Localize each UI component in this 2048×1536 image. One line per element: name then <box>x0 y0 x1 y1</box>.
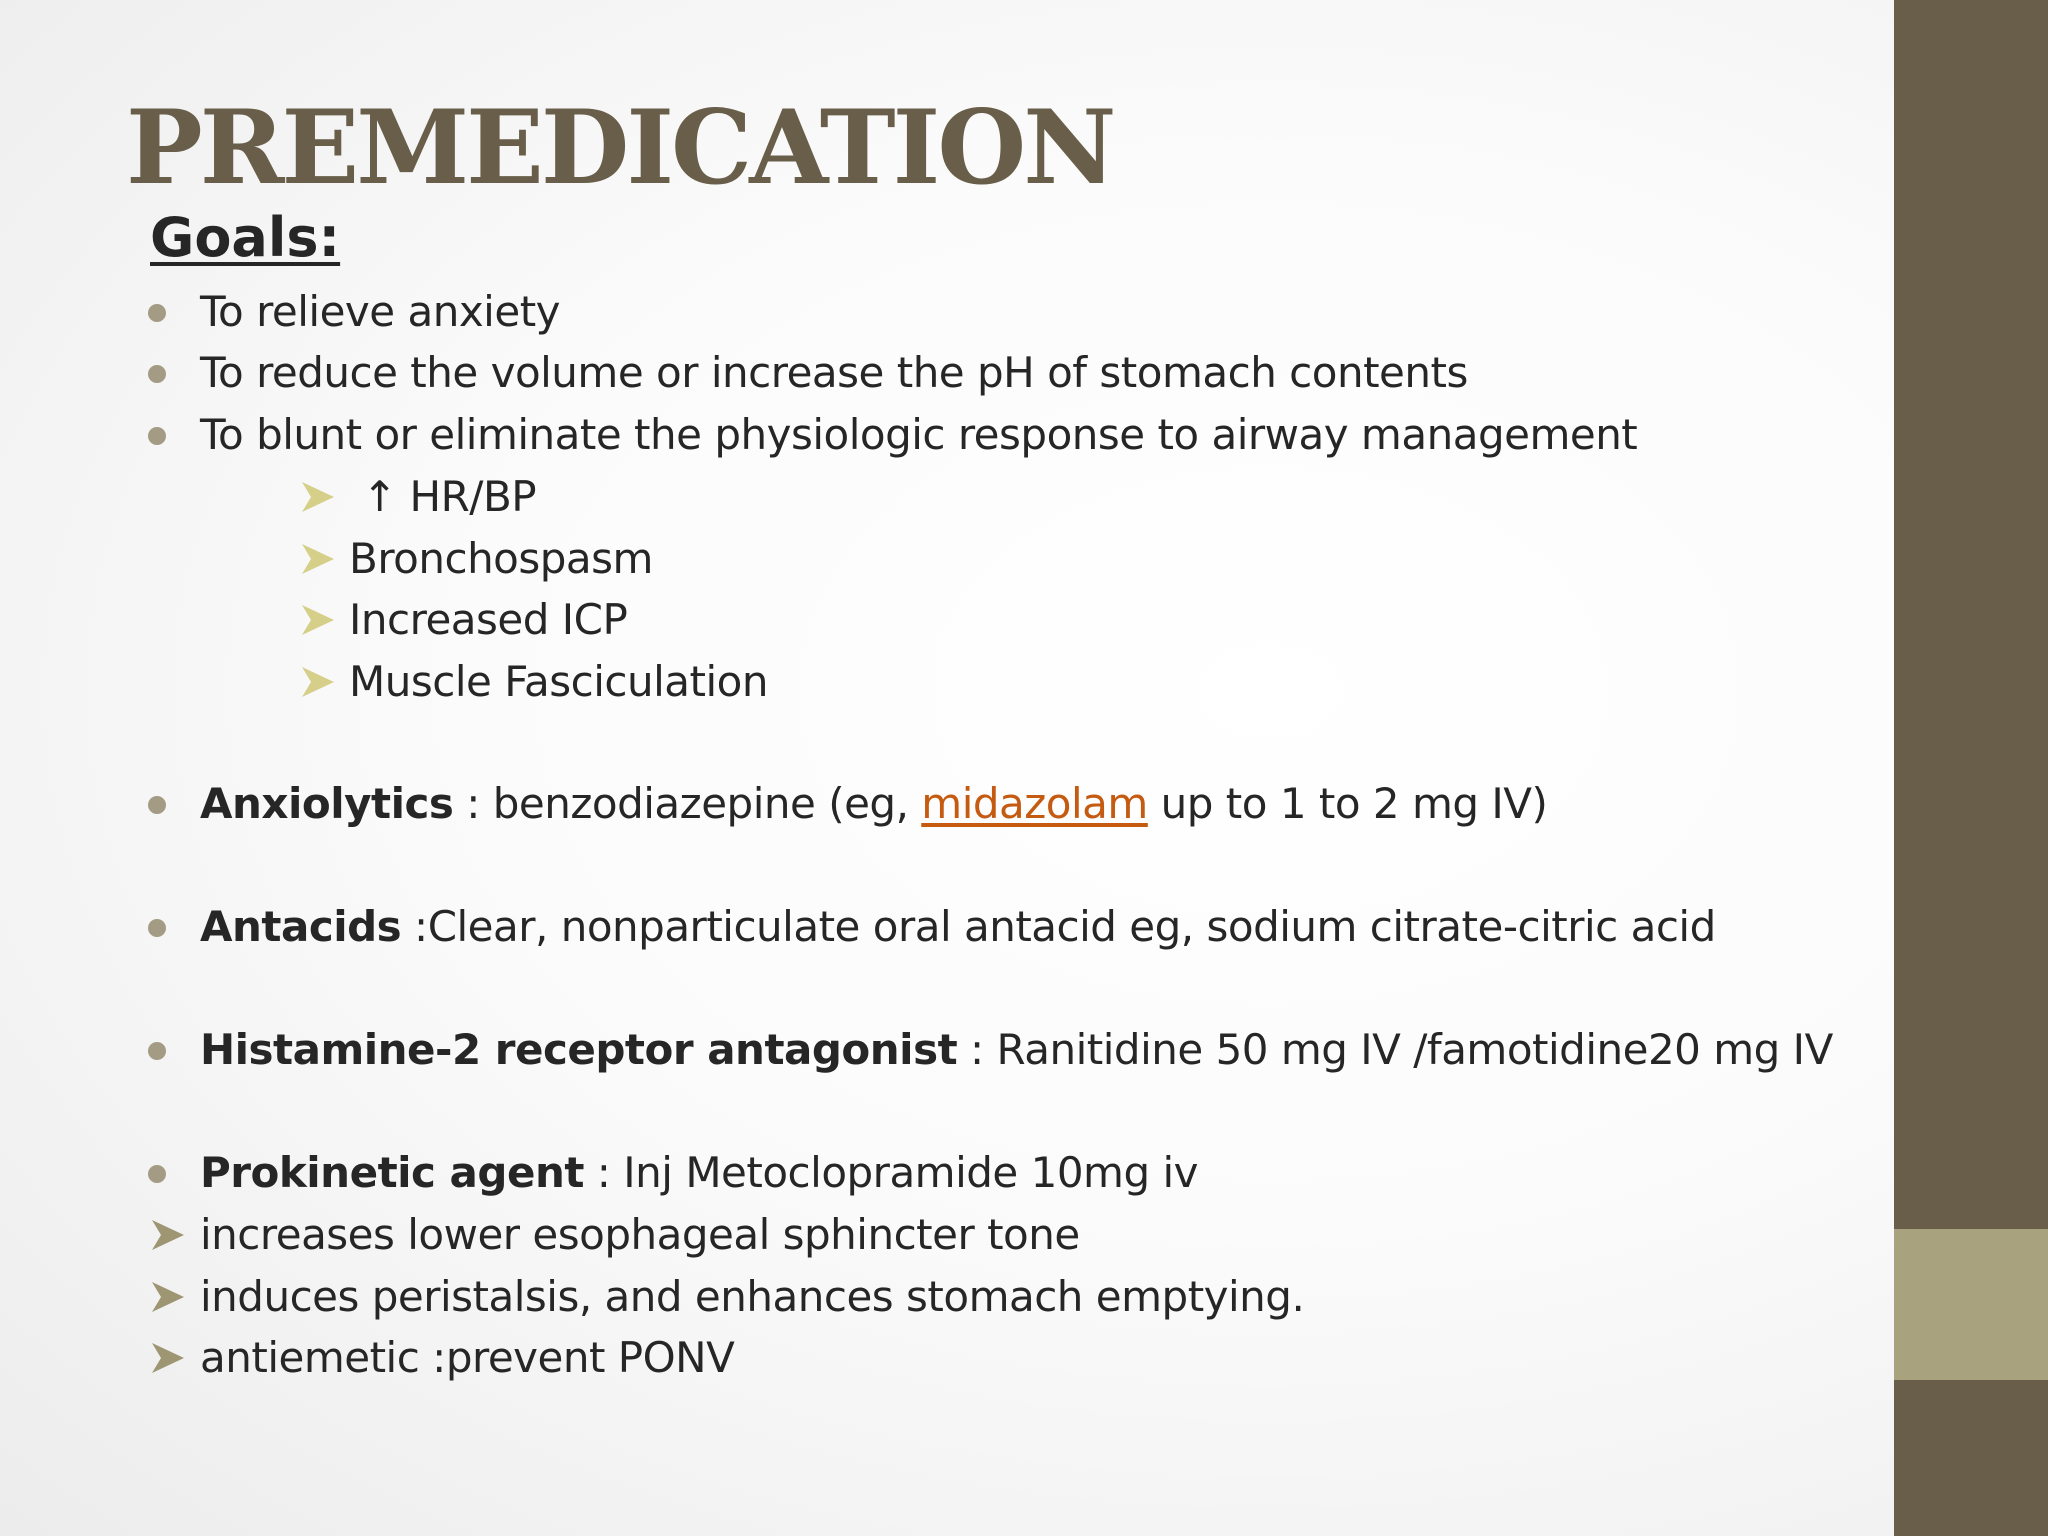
sub-point-item: ↑ HR/BP <box>362 472 537 521</box>
sub-point-item: Increased ICP <box>349 595 628 644</box>
prokinetic-effect-item: antiemetic :prevent PONV <box>200 1333 735 1382</box>
arrowhead-bullet-icon <box>300 663 338 701</box>
arrowhead-bullet-icon <box>150 1339 188 1377</box>
round-bullet-icon <box>148 796 166 814</box>
antacids-item <box>200 904 1716 950</box>
arrowhead-bullet-icon <box>150 1278 188 1316</box>
round-bullet-icon <box>148 304 166 322</box>
round-bullet-icon <box>148 919 166 937</box>
goals-heading: Goals: <box>150 206 341 269</box>
arrowhead-bullet-icon <box>300 478 338 516</box>
goal-item: To relieve anxiety <box>200 287 561 336</box>
antacids-text: :Clear, nonparticulate oral antacid eg, sodium citrate-citric acid <box>401 902 1716 951</box>
prokinetic-label: Prokinetic agent <box>200 1148 584 1197</box>
prokinetic-effect-item: increases lower esophageal sphincter tone <box>200 1210 1080 1259</box>
midazolam-link[interactable]: midazolam <box>921 779 1148 828</box>
side-accent-block <box>1894 1229 2048 1380</box>
h2-antagonist-label: Histamine-2 receptor antagonist <box>200 1025 958 1074</box>
round-bullet-icon <box>148 1165 166 1183</box>
prokinetic-item <box>200 1150 1198 1196</box>
round-bullet-icon <box>148 365 166 383</box>
anxiolytics-label: Anxiolytics <box>200 779 454 828</box>
prokinetic-effect-item: induces peristalsis, and enhances stomach emptying. <box>200 1272 1305 1321</box>
anxiolytics-text-before: : benzodiazepine (eg, <box>453 779 922 828</box>
side-decoration-bar <box>1894 0 2048 1536</box>
arrowhead-bullet-icon <box>300 601 338 639</box>
goal-item: To blunt or eliminate the physiologic response to airway management <box>200 410 1638 459</box>
h2-antagonist-item <box>200 1027 1833 1073</box>
antacids-label: Antacids <box>200 902 402 951</box>
round-bullet-icon <box>148 427 166 445</box>
prokinetic-text: : Inj Metoclopramide 10mg iv <box>583 1148 1199 1197</box>
slide-title: PREMEDICATION <box>126 88 1114 208</box>
round-bullet-icon <box>148 1042 166 1060</box>
anxiolytics-item <box>200 781 1547 827</box>
goal-item: To reduce the volume or increase the pH of stomach contents <box>200 348 1468 397</box>
arrowhead-bullet-icon <box>300 540 338 578</box>
sub-point-item: Bronchospasm <box>349 534 653 583</box>
arrowhead-bullet-icon <box>150 1216 188 1254</box>
h2-antagonist-text: : Ranitidine 50 mg IV /famotidine20 mg IV <box>957 1025 1833 1074</box>
sub-point-item: Muscle Fasciculation <box>349 657 768 706</box>
anxiolytics-text-after: up to 1 to 2 mg IV) <box>1147 779 1548 828</box>
